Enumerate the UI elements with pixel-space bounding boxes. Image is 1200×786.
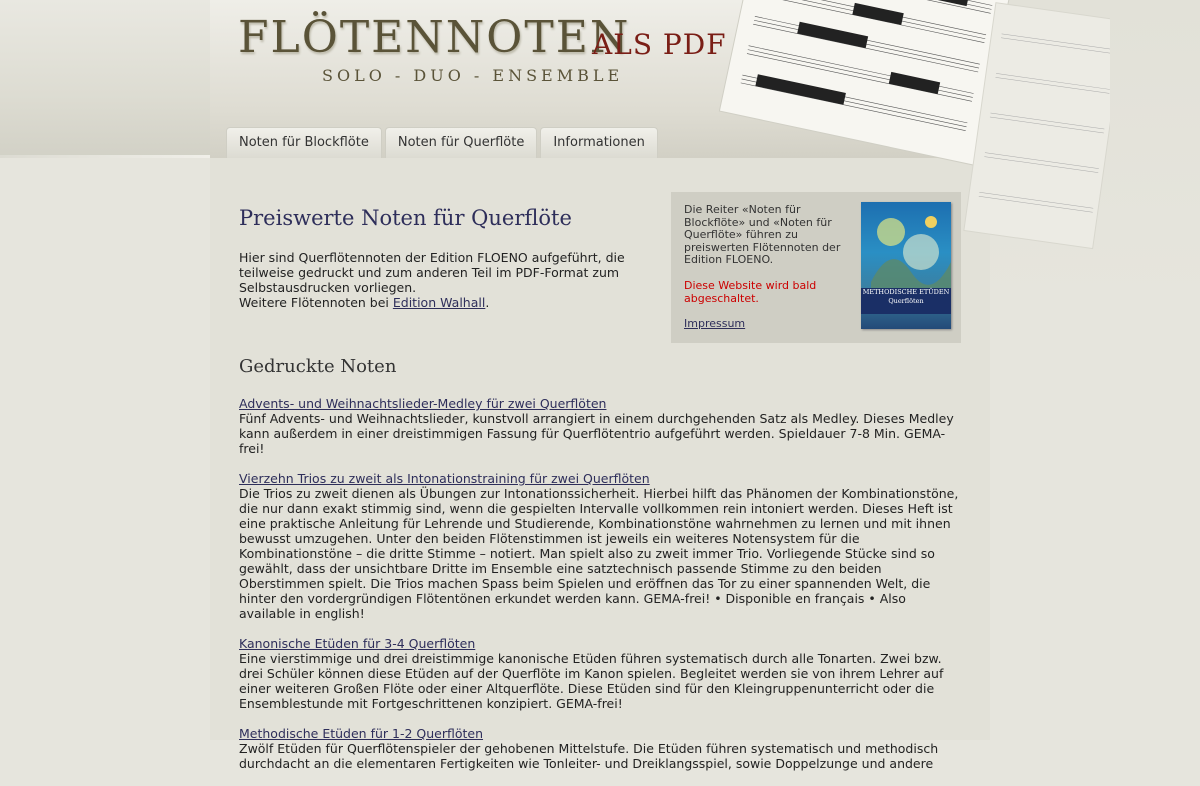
product-description: Die Trios zu zweit dienen als Übungen zur Intonationssicherheit. Hierbei hilft das Phänomen der Kombinationstöne, die nur dann exakt stimmig sind, wenn die gespielten Intervalle vollkommen rein intoniert werden. Dieses Heft ist eine praktische Anleitung für Lehrende und Studierende, Kombinationstöne wahrnehmen zu lernen und mit ihnen bewusst umzugehen. Unter den beiden Flötenstimmen ist jeweils ein weiteres Notensystem für die Kombinationstöne – die dritte Stimme – notiert. Man spielt also zu zweit immer Trio. Vorliegende Stücke sind so gewählt, dass der unsichtbare Dritte im Ensemble eine satztechnisch passende Stimme zu den beiden Oberstimmen spielt. Die Trios machen Spass beim Spielen und eröffnen das Tor zu einer spannenden Welt, die hinter den vordergründigen Flötentönen erkundet werden kann. GEMA-frei! • Disponible en français • Also available in english!: [239, 486, 959, 621]
cover-title-band: [861, 288, 951, 314]
impressum-link[interactable]: Impressum: [684, 317, 746, 331]
more-suffix: .: [485, 295, 490, 310]
book-cover-image[interactable]: [861, 202, 951, 329]
product-link[interactable]: Vierzehn Trios zu zweit als Intonationstraining für zwei Querflöten: [239, 471, 650, 486]
more-prefix: Weitere Flötennoten bei: [239, 295, 393, 310]
page-title: Preiswerte Noten für Querflöte: [239, 206, 572, 230]
section-title: Gedruckte Noten: [239, 356, 397, 377]
shutdown-warning: Diese Website wird bald abgeschaltet.: [684, 278, 817, 305]
product-description: Eine vierstimmige und drei dreistimmige kanonische Etüden führen systematisch durch alle Tonarten. Zwei bzw. drei Schüler können diese Etüden auf der Querflöte im Kanon spielen. Begleitet werden sie von ihrem Lehrer auf einer weiteren Großen Flöte oder einer Altquerflöte. Diese Etüden sind für den Kleingruppenunterricht oder die Ensemblestunde mit Fortgeschrittenen konzipiert. GEMA-frei!: [239, 651, 944, 711]
logo-subtitle: SOLO - DUO - ENSEMBLE: [322, 66, 624, 85]
cover-subtitle: Querflöten: [888, 297, 924, 305]
cover-artwork: [861, 202, 951, 288]
product-item: [239, 471, 964, 621]
product-link[interactable]: Advents- und Weihnachtslieder-Medley für zwei Querflöten: [239, 396, 607, 411]
product-link[interactable]: Kanonische Etüden für 3-4 Querflöten: [239, 636, 476, 651]
tab-querfloete[interactable]: Noten für Querflöte: [385, 127, 538, 158]
info-text-block: [684, 204, 849, 331]
info-box: [671, 192, 961, 343]
logo-title: FLÖTENNOTEN: [238, 12, 631, 63]
product-item: [239, 726, 964, 771]
product-list: [239, 396, 964, 786]
tab-informationen[interactable]: Informationen: [540, 127, 658, 158]
product-item: [239, 396, 964, 456]
intro-paragraph: [239, 250, 639, 310]
info-text: Die Reiter «Noten für Blockflöte» und «Noten für Querflöte» führen zu preiswerten Flötennoten der Edition FLOENO.: [684, 203, 841, 267]
product-description: Fünf Advents- und Weihnachtslieder, kunstvoll arrangiert in einem durchgehenden Satz als Medley. Dieses Medley kann außerdem in einer dreistimmigen Fassung für Querflötentrio aufgeführt werden. Spieldauer 7-8 Min. GEMA-frei!: [239, 411, 954, 456]
product-link[interactable]: Methodische Etüden für 1-2 Querflöten: [239, 726, 484, 741]
edition-walhall-link[interactable]: Edition Walhall: [392, 295, 486, 310]
intro-text: Hier sind Querflötennoten der Edition FLOENO aufgeführt, die teilweise gedruckt und zum anderen Teil im PDF-Format zum Selbstausdrucken vorliegen.: [239, 250, 625, 295]
product-description: Zwölf Etüden für Querflötenspieler der gehobenen Mittelstufe. Die Etüden führen systematisch und methodisch durchdacht an die elementaren Fertigkeiten wie Tonleiter- und Dreiklangsspiel, sowie Doppelzunge und andere: [239, 741, 939, 771]
tab-bar: [226, 127, 658, 158]
logo-suffix: ALS PDF: [592, 28, 727, 61]
product-item: [239, 636, 964, 711]
cover-title: METHODISCHE ETÜDEN: [862, 288, 950, 296]
tab-blockfloete[interactable]: Noten für Blockflöte: [226, 127, 382, 158]
